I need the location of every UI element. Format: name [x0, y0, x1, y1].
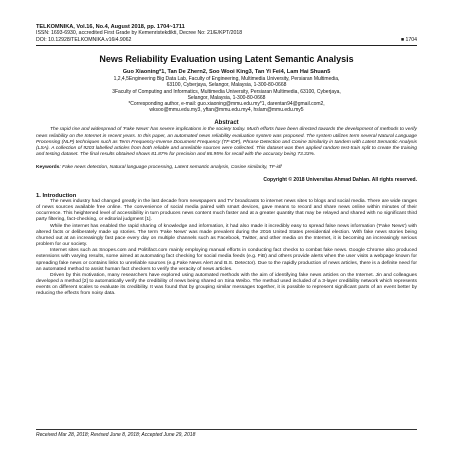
abstract-text: The rapid rise and widespread of 'Fake News' has severe implications in the society today. Much efforts have been directed towards the development of methods to verify news reliability on the Internet in recent years. In this paper, an automated news reliability evaluation system was proposed. The system utilizes term several Natural Language Processing (NLP) techniques such as Term Frequency-Inverse Document Frequency (TF-IDF), Phrase Detection and Cosine Similarity in tandem with Latent Semantic Analysis (LSA). A collection of 9203 labelled articles from both reliable and unreliable sources were collected. This dataset was then applied random test-train split to create the training and testing dataset. The final results obtained shows 81.87% for precision and 86.95% for recall with the accuracy being 73.33%. — [36, 127, 417, 157]
body-paragraph: While the internet has enabled the rapid sharing of knowledge and information, it had also made it incredibly easy to spread false news information ('Fake News') with altered facts or deliberately made up stories. The term 'Fake News' was made prevalent during the 2016 United States presidential election. With fake news stories being churned out at an increasingly fast pace every day on multiple channels such as Facebook, Twitter, and other media on the Internet, it is becoming an increasingly serious problem for our society. — [36, 223, 417, 248]
keywords-text: : Fake news detection, Natural language processing, Latent semantic analysis, Cosine similarity, TF-idf — [59, 164, 282, 170]
copyright-notice: Copyright © 2018 Universitas Ahmad Dahlan. All rights reserved. — [263, 177, 417, 183]
section-heading: 1. Introduction — [36, 193, 77, 199]
paper-title: News Reliability Evaluation using Latent Semantic Analysis — [99, 53, 354, 64]
keywords-label: Keywords — [36, 164, 60, 170]
author-list: Guo Xiaoning*1, Tan De Zhern2, Soo Wooi King3, Tan Yi Fei4, Lam Hai Shuan5 — [122, 69, 331, 76]
journal-header — [36, 0, 417, 46]
keywords — [36, 165, 417, 171]
header-rule — [36, 45, 417, 46]
received-dates: Received Mar 28, 2018; Revised June 8, 2018; Accepted June 29, 2018 — [36, 429, 417, 438]
body-paragraph: Internet sites such as Snopes.com and Politifact.com mainly employing manual efforts in conducting fact checks to combat fake news. Google Chrome also produced extensions with varying results, some aimed at automating fact checking for social media feeds (e.g. FiB) and others provide alerts when the user visits a webpage known for spreading fake news or contains links to unreliable sources (e.g.Fake News Alert and B.S. Detector). Due to the rapidly production of news articles, there is a definite need for an automated method to assist human fact checkers to verify the veracity of news articles. — [36, 248, 417, 272]
affiliation-line: wksoo@mmu.edu.my3, yftan@mmu.edu.my4, hslam@mmu.edu.my5 — [149, 107, 304, 114]
affiliations — [36, 76, 417, 113]
abstract-heading: Abstract — [214, 120, 239, 127]
affiliation-line: Selangor, Malaysia, 1-300-80-0668 — [187, 94, 266, 101]
doi-line — [36, 37, 417, 43]
issn-line: ISSN: 1693-6930, accredited First Grade by Kemenristekdikti, Decree No: 21/E/KPT/2018 — [36, 30, 243, 37]
body-paragraph: The news industry had changed greatly in the last decade from newspapers and TV broadcasts to internet news sites to blogs and social media. There are wide ranges of news sources available free online. The convenience of social media paired with smart devices, gave means to record and share news online within minutes of their occurrence. This heightened level of accessibility in turn produces news content much faster and at a greater quantity that may be relayed and shared with no significant third party filtering, fact-checking, or editorial judgment [1]. — [36, 199, 417, 223]
page-number: ■ 1704 — [400, 36, 417, 43]
affiliation-line: *Corresponding author, e-mail: guo.xiaoning@mmu.edu.my*1, darentan94@gmail.com2, — [128, 101, 325, 108]
journal-citation: TELKOMNIKA, Vol.16, No.4, August 2018, pp. 1704~1711 — [36, 24, 185, 30]
affiliation-line: 63100, Cyberjaya, Selangor, Malaysia, 1-300-80-0668 — [166, 82, 287, 89]
doi-link[interactable]: DOI: 10.12928/TELKOMNIKA.v16i4.9062 — [36, 36, 132, 43]
body-paragraph: Driven by this motivation, many researchers have explored using automated methods with the aim of identifying fake news articles on the Internet. Jin and colleagues developed a method [2] to automatically verify the credibility of news being shared on Sina Weibo. The method used included of a 3-layer credibility network which represents events on different scales to evaluate its credibility. It was found that by grouping similar messages together, it is possible to represent significant parts of an event better by reducing the effects from noisy data. — [36, 272, 417, 297]
affiliation-line: 3Faculty of Computing and Informatics, Multimedia University, Persiaran Multimedia, 63100, Cyberjaya, — [112, 88, 341, 95]
affiliation-line: 1,2,4,5Engineering Big Data Lab, Faculty of Engineering, Multimedia University, Persiaran Multimedia, — [113, 76, 340, 83]
